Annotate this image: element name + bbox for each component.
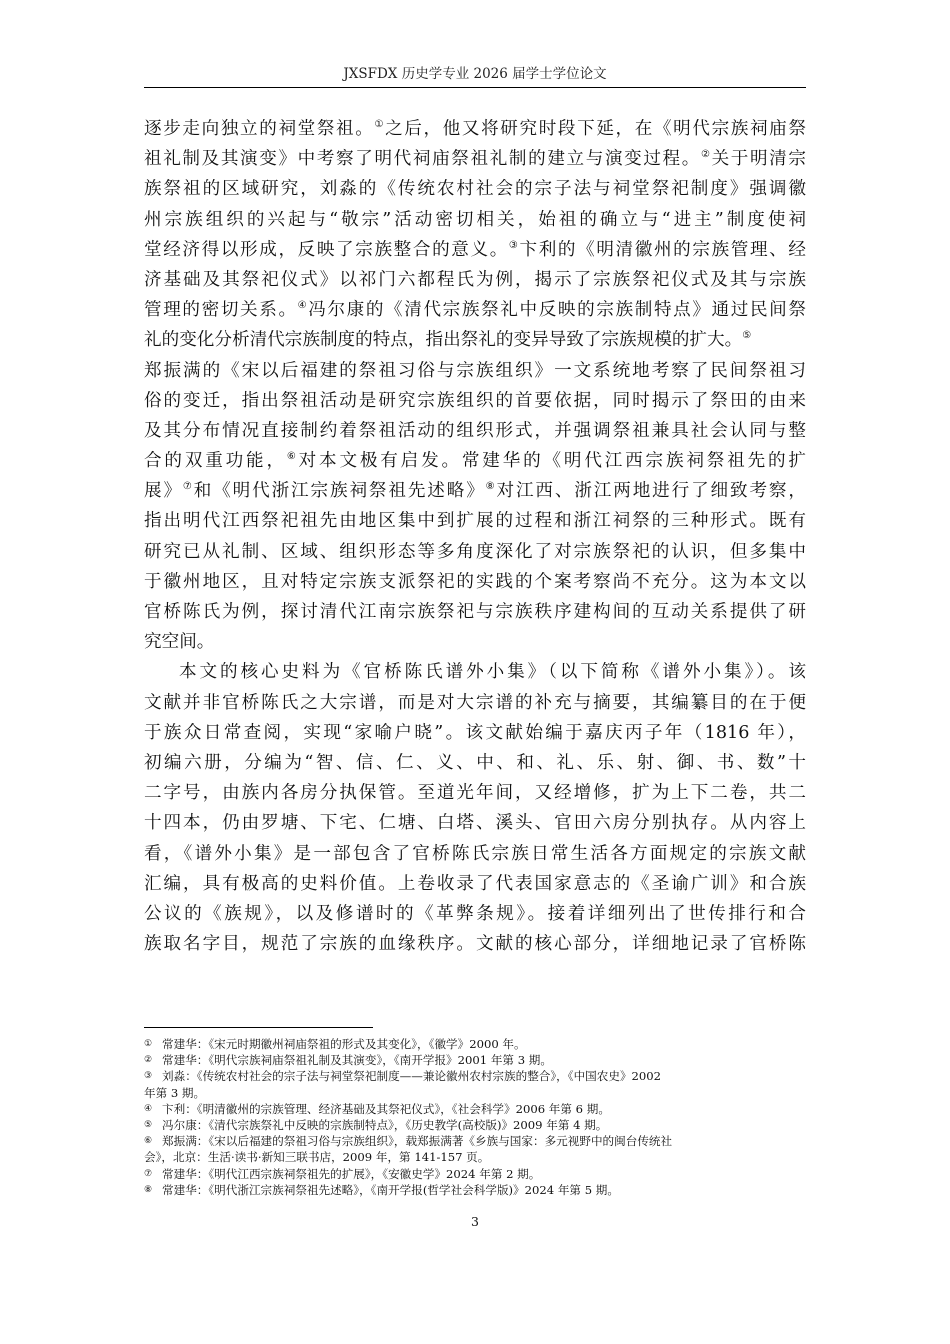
text-run: 族取名字目，规范了宗族的血缘秩序。文献的核心部分，详细地记录了官桥陈 (144, 934, 806, 955)
footnote (144, 1052, 806, 1068)
body-line (144, 114, 806, 144)
body-line (144, 416, 806, 446)
body-line (144, 899, 806, 929)
text-run: 和《明代浙江宗族祠祭祖先述略》 (193, 481, 486, 502)
footnote-continuation: 会》，北京：生活·读书·新知三联书店，2009 年，第 141-157 页。 (144, 1150, 490, 1165)
footnote-continuation: 年第 3 期。 (144, 1085, 206, 1100)
footnote-mark: ③ (144, 1071, 153, 1082)
text-run: 州宗族组织的兴起与“敬宗”活动密切相关，始祖的确立与“进主”制度使祠 (144, 209, 806, 230)
text-run: 合的双重功能， (144, 451, 287, 472)
text-run: 逐步走向独立的祠堂祭祖。 (144, 119, 375, 139)
body-line (144, 869, 806, 899)
body-line (144, 446, 806, 476)
footnote (144, 1036, 806, 1052)
text-run: 管理的密切关系。 (144, 300, 298, 321)
footnote (144, 1166, 806, 1182)
footnote-text: 卞利：《明清徽州的宗族管理、经济基础及其祭祀仪式》，《社会科学》2006 年第 6 期。 (162, 1101, 610, 1116)
body-line (144, 929, 806, 959)
footnote-mark: ① (144, 1039, 153, 1049)
footnote-ref: ⑧ (485, 481, 497, 493)
text-run: 官桥陈氏为例，探讨清代江南宗族祭祀与宗族秩序建构间的互动关系提供了研 (144, 602, 806, 622)
text-run: 本文的核心史料为《官桥陈氏谱外小集》（以下简称《谱外小集》）。该 (179, 662, 806, 683)
body-line (144, 325, 806, 355)
body-line (144, 386, 806, 416)
text-run: 族祭祖的区域研究，刘淼的《传统农村社会的宗子法与祠堂祭祀制度》强调徽 (144, 179, 806, 200)
footnote-ref: ⑦ (182, 481, 194, 493)
footnote-text: 常建华：《明代江西宗族祠祭祖先的扩展》，《安徽史学》2024 年第 2 期。 (162, 1166, 541, 1181)
body-line (144, 718, 806, 748)
body-line (144, 205, 806, 235)
body-line (144, 808, 806, 838)
footnote-text: 郑振满：《宋以后福建的祭祖习俗与宗族组织》，载郑振满著《乡族与国家：多元视野中的闽台传统社 (162, 1134, 673, 1149)
text-run: 于族众日常查阅，实现“家喻户晓”。该文献始编于嘉庆丙子年（1816 年）， (144, 722, 806, 743)
footnote-ref: ① (374, 119, 386, 130)
body-line (144, 537, 806, 567)
footnote (144, 1117, 806, 1133)
footnote-text: 刘淼：《传统农村社会的宗子法与祠堂祭祀制度——兼论徽州农村宗族的整合》，《中国农史》2002 (162, 1069, 662, 1084)
body-line (144, 688, 806, 718)
text-run: 关于明清宗 (711, 149, 806, 170)
footnote-ref: ③ (508, 239, 520, 251)
text-run: 祖礼制及其演变》中考察了明代祠庙祭祖礼制的建立与演变过程。 (144, 149, 701, 170)
body-text (144, 114, 806, 959)
footnote (144, 1068, 806, 1084)
body-line (144, 356, 806, 386)
text-run: 文献并非官桥陈氏之大宗谱，而是对大宗谱的补充与摘要，其编纂目的在于便 (144, 692, 806, 713)
header-rule (144, 87, 806, 88)
text-run: 卞利的《明清徽州的宗族管理、经 (519, 239, 806, 260)
text-run: 俗的变迁，指出祭祖活动是研究宗族组织的首要依据，同时揭示了祭田的由来 (144, 390, 806, 411)
footnotes (144, 1036, 806, 1198)
text-run: 十四本，仍由罗塘、下宅、仁塘、白塔、溪头、官田六房分别执存。从内容上 (144, 813, 806, 834)
footnote (144, 1133, 806, 1149)
footnote-text: 冯尔康：《清代宗族祭礼中反映的宗族制特点》，《历史教学(高校版)》2009 年第 4 期。 (162, 1118, 608, 1133)
footnote (144, 1182, 806, 1198)
running-header: JXSFDX 历史学专业 2026 届学士学位论文 (343, 66, 607, 82)
page-number: 3 (471, 1214, 479, 1229)
footnote-ref: ② (700, 149, 712, 161)
body-line (144, 265, 806, 295)
footnote-text: 常建华：《宋元时期徽州祠庙祭祖的形式及其变化》，《徽学》2000 年。 (162, 1037, 526, 1051)
text-run: 公议的《族规》，以及修谱时的《革弊条规》。接着详细列出了世传排行和合 (144, 903, 806, 924)
footnote-mark: ② (144, 1055, 153, 1066)
text-run: 对江西、浙江两地进行了细致考察， (496, 481, 806, 502)
text-run: 之后，他又将研究时段下延，在《明代宗族祠庙祭 (385, 119, 806, 139)
footnote-ref: ⑤ (742, 330, 752, 342)
body-line (144, 627, 806, 657)
text-run: 指出明代江西祭祀祖先由地区集中到扩展的过程和浙江祠祭的三种形式。既有 (144, 511, 806, 532)
body-line (144, 657, 806, 687)
body-line (144, 748, 806, 778)
text-run: 济基础及其祭祀仪式》以祁门六都程氏为例，揭示了宗族祭祀仪式及其与宗族 (144, 269, 806, 290)
footnote-mark: ⑧ (144, 1184, 153, 1195)
text-run: 汇编，具有极高的史料价值。上卷收录了代表国家意志的《圣谕广训》和合族 (144, 873, 806, 894)
body-line (144, 839, 806, 869)
text-run: 究空间。 (144, 632, 215, 653)
text-run: 堂经济得以形成，反映了宗族整合的意义。 (144, 239, 509, 260)
text-run: 郑振满的《宋以后福建的祭祖习俗与宗族组织》一文系统地考察了民间祭祖习 (144, 360, 806, 381)
text-run: 及其分布情况直接制约着祭祖活动的组织形式，并强调祭祖兼具社会认同与整 (144, 420, 806, 441)
body-line (144, 567, 806, 597)
footnote-ref: ④ (297, 300, 309, 312)
text-run: 初编六册，分编为“智、信、仁、义、中、和、礼、乐、射、御、书、数”十 (144, 752, 806, 773)
footnote-mark: ⑥ (144, 1136, 153, 1147)
footnote-ref: ⑥ (286, 451, 299, 463)
text-run: 看，《谱外小集》是一部包含了官桥陈氏宗族日常生活各方面规定的宗族文献 (144, 843, 806, 864)
body-line (144, 174, 806, 204)
text-run: 礼的变化分析清代宗族制度的特点，指出祭礼的变异导致了宗族规模的扩大。 (144, 330, 743, 351)
text-run: 冯尔康的《清代宗族祭礼中反映的宗族制特点》通过民间祭 (308, 300, 806, 321)
body-line (144, 476, 806, 506)
footnote-separator (144, 1027, 373, 1028)
text-run: 展》 (144, 481, 183, 502)
body-line (144, 295, 806, 325)
footnote-mark: ④ (144, 1103, 153, 1114)
footnote-text: 常建华：《明代浙江宗族祠祭祖先述略》，《南开学报(哲学社会科学版)》2024 年第 5 期。 (162, 1182, 619, 1197)
footnote-mark: ⑦ (144, 1168, 153, 1179)
footnote-mark: ⑤ (144, 1120, 153, 1131)
text-run: 研究已从礼制、区域、组织形态等多角度深化了对宗族祭祀的认识，但多集中 (144, 541, 806, 562)
footnote (144, 1101, 806, 1117)
body-line (144, 778, 806, 808)
text-run: 二字号，由族内各房分执保管。至道光年间，又经增修，扩为上下二卷，共二 (144, 783, 806, 804)
text-run: 于徽州地区，且对特定宗族支派祭祀的实践的个案考察尚不充分。这为本文以 (144, 571, 806, 592)
body-line (144, 235, 806, 265)
footnote-text: 常建华：《明代宗族祠庙祭祖礼制及其演变》，《南开学报》2001 年第 3 期。 (162, 1053, 552, 1068)
body-line (144, 597, 806, 627)
text-run: 对本文极有启发。常建华的《明代江西宗族祠祭祖先的扩 (298, 451, 806, 472)
body-line (144, 144, 806, 174)
body-line (144, 506, 806, 536)
